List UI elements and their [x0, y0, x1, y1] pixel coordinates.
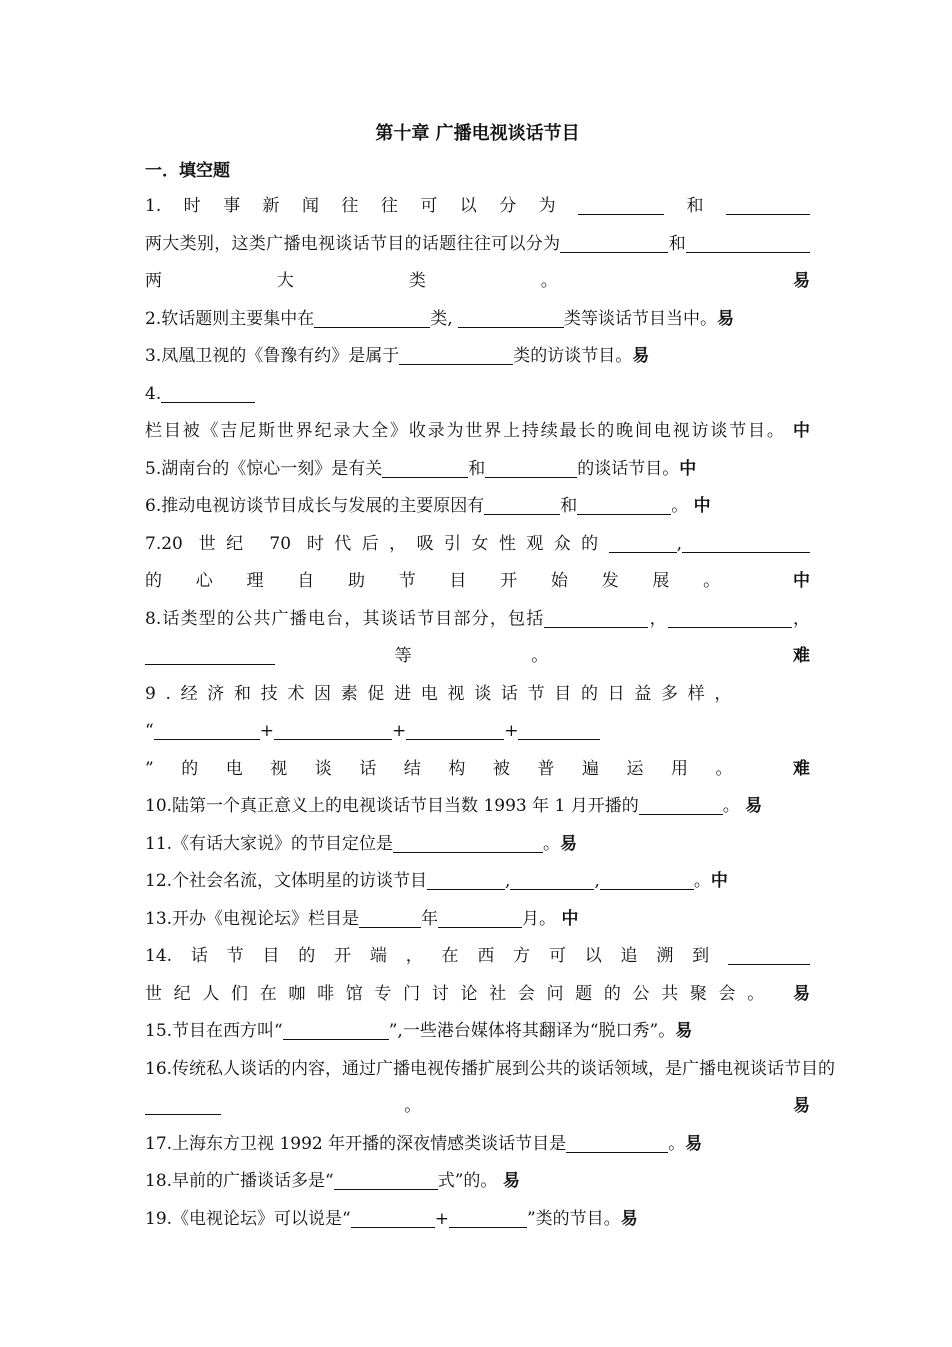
difficulty-label: 难 [793, 646, 810, 666]
answer-blank[interactable] [145, 1092, 221, 1115]
question-text: 类等谈话节目当中。 [564, 308, 718, 329]
question-2 [145, 301, 810, 339]
question-text: , [676, 533, 682, 554]
question-text: 7.20 世纪 70 时代后，吸引女性观众的 [145, 533, 609, 554]
answer-blank[interactable] [578, 192, 664, 215]
question-text: ”的电视谈话结构被普遍运用。 [145, 758, 793, 779]
question-text: 类的访谈节目。 [513, 346, 633, 366]
difficulty-label: 易 [675, 1021, 693, 1041]
question-text: 4. [145, 383, 162, 404]
question-text: , [505, 871, 511, 891]
question-text: 年 [421, 908, 439, 929]
difficulty-label: 易 [620, 1208, 638, 1229]
answer-blank[interactable] [686, 230, 810, 253]
difficulty-label: 易 [793, 1096, 810, 1116]
difficulty-label: 易 [685, 1133, 703, 1154]
difficulty-label: 易 [560, 833, 578, 854]
answer-blank[interactable] [609, 530, 677, 553]
difficulty-label: 易 [793, 271, 810, 291]
answer-blank[interactable] [485, 455, 577, 478]
answer-blank[interactable] [427, 867, 505, 890]
difficulty-label: 难 [793, 758, 810, 779]
question-text: “ [145, 721, 154, 741]
question-10 [145, 788, 810, 826]
answer-blank[interactable] [283, 1017, 389, 1040]
question-text: 和 [664, 196, 726, 216]
document-page [145, 118, 836, 1238]
answer-blank[interactable] [406, 717, 504, 740]
question-11 [145, 826, 810, 864]
question-14 [145, 938, 810, 1013]
question-text: 。 [722, 796, 746, 816]
answer-blank[interactable] [510, 867, 594, 890]
question-text: 类, [430, 308, 459, 329]
question-text: 16.传统私人谈话的内容，通过广播电视传播扩展到公共的谈话领域，是广播电视谈话节目的 [145, 1058, 836, 1079]
question-text: 。 [671, 496, 694, 516]
answer-blank[interactable] [154, 717, 260, 740]
question-text: 5.湖南台的《惊心一刻》是有关 [145, 458, 383, 479]
difficulty-label: 易 [717, 308, 735, 329]
question-text: ”,一些港台媒体将其翻译为“脱口秀”。 [388, 1021, 676, 1041]
difficulty-label: 易 [502, 1171, 520, 1191]
question-text: + [434, 1208, 449, 1229]
question-text: 两大类。 [145, 271, 793, 291]
question-text: 。 [221, 1096, 793, 1116]
answer-blank[interactable] [359, 905, 421, 928]
question-text: 3.凤凰卫视的《鲁豫有约》是属于 [145, 346, 400, 366]
answer-blank[interactable] [518, 717, 600, 740]
question-text: 2.软话题则主要集中在 [145, 308, 315, 329]
answer-blank[interactable] [145, 642, 275, 665]
answer-blank[interactable] [393, 830, 543, 853]
answer-blank[interactable] [449, 1205, 527, 1228]
chapter-title: 第十章 广播电视谈话节目 [375, 123, 580, 144]
difficulty-label: 易 [745, 796, 763, 816]
answer-blank[interactable] [726, 192, 810, 215]
question-text: 19.《电视论坛》可以说是“ [145, 1208, 351, 1229]
question-8 [145, 601, 810, 676]
question-text: ， [648, 608, 668, 629]
answer-blank[interactable] [668, 605, 792, 628]
answer-blank[interactable] [458, 305, 564, 328]
answer-blank[interactable] [484, 492, 560, 515]
answer-blank[interactable] [682, 530, 810, 553]
question-text: 和 [668, 233, 687, 254]
question-text: 式”的。 [437, 1171, 503, 1191]
question-text: 和 [468, 458, 486, 479]
question-7 [145, 526, 810, 601]
question-1 [145, 188, 810, 301]
answer-blank[interactable] [351, 1205, 435, 1228]
question-text: 8.话类型的公共广播电台，其谈话节目部分，包括 [145, 608, 545, 629]
answer-blank[interactable] [566, 1130, 668, 1153]
question-text: 13.开办《电视论坛》栏目是 [145, 908, 360, 929]
question-text: 两大类别，这类广播电视谈话节目的话题往往可以分为 [145, 233, 561, 254]
question-3 [145, 338, 810, 376]
question-13 [145, 901, 810, 939]
question-text: 6.推动电视访谈节目成长与发展的主要原因有 [145, 496, 485, 516]
question-5 [145, 451, 810, 489]
difficulty-label: 中 [710, 871, 728, 891]
answer-blank[interactable] [399, 342, 513, 365]
question-text: ”类的节目。 [526, 1208, 621, 1229]
difficulty-label: 易 [793, 983, 810, 1004]
answer-blank[interactable] [161, 380, 255, 403]
question-text: 和 [560, 496, 578, 516]
question-text: 。 [693, 871, 711, 891]
question-text: 等。 [275, 646, 793, 666]
question-text: 栏目被《吉尼斯世界纪录大全》收录为世界上持续最长的晚间电视访谈节目。 [145, 421, 793, 441]
question-text: + [391, 721, 407, 741]
question-text: 1.时事新闻往往可以分为 [145, 196, 579, 216]
question-9 [145, 676, 810, 714]
question-12 [145, 863, 810, 901]
section-heading: 一．填空题 [145, 161, 230, 181]
question-9-continued [145, 713, 810, 788]
question-text: 10.陆第一个真正意义上的电视谈话节目当数 1993 年 1 月开播的 [145, 796, 639, 816]
question-6 [145, 488, 810, 526]
answer-blank[interactable] [600, 867, 694, 890]
question-text: 月。 [522, 908, 562, 929]
question-text: 。 [543, 833, 561, 854]
answer-blank[interactable] [544, 605, 648, 628]
question-text: 14.话节目的开端，在西方可以追溯到 [145, 946, 728, 966]
answer-blank[interactable] [438, 905, 522, 928]
answer-blank[interactable] [274, 717, 392, 740]
question-text: 17.上海东方卫视 1992 年开播的深夜情感类谈话节目是 [145, 1133, 567, 1154]
question-text: 的心理自助节目开始发展。 [145, 571, 793, 591]
question-18 [145, 1163, 810, 1201]
question-15 [145, 1013, 810, 1051]
difficulty-label: 中 [793, 421, 810, 441]
question-text: 世纪人们在咖啡馆专门讨论社会问题的公共聚会。 [145, 983, 793, 1004]
question-4 [145, 376, 810, 451]
question-text: , [594, 871, 600, 891]
question-text: 的谈话节目。 [577, 458, 680, 479]
difficulty-label: 中 [561, 908, 579, 929]
question-text: + [259, 721, 274, 741]
question-text: + [504, 721, 519, 741]
difficulty-label: 中 [693, 496, 711, 516]
answer-blank[interactable] [334, 1167, 438, 1190]
question-text: 12.个社会名流，文体明星的访谈节目 [145, 871, 428, 891]
question-text: 。 [668, 1133, 686, 1154]
answer-blank[interactable] [382, 455, 468, 478]
difficulty-label: 易 [632, 346, 650, 366]
question-text: 11.《有话大家说》的节目定位是 [145, 833, 394, 854]
question-text: 18.早前的广播谈话多是“ [145, 1171, 334, 1191]
answer-blank[interactable] [560, 230, 668, 253]
difficulty-label: 中 [679, 458, 697, 479]
question-16 [145, 1051, 836, 1126]
question-text: 15.节目在西方叫“ [145, 1021, 283, 1041]
answer-blank[interactable] [314, 305, 430, 328]
question-17 [145, 1126, 810, 1164]
answer-blank[interactable] [639, 792, 723, 815]
difficulty-label: 中 [793, 571, 810, 591]
answer-blank[interactable] [577, 492, 671, 515]
question-19 [145, 1201, 810, 1239]
question-text: ， [791, 608, 811, 629]
answer-blank[interactable] [728, 942, 810, 965]
question-text: 9.经济和技术因素促进电视谈话节目的日益多样， [145, 683, 742, 704]
